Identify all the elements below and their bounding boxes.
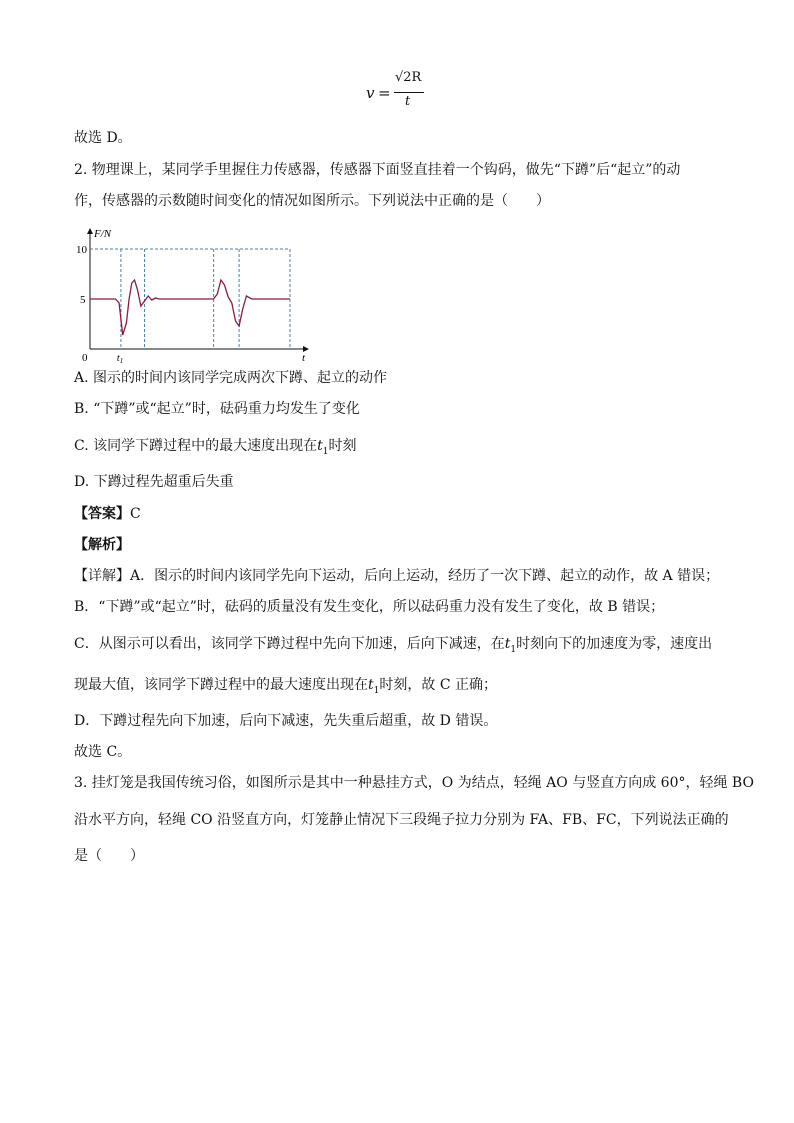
q3-line2: 沿水平方向，轻绳 CO 沿竖直方向，灯笼静止情况下三段绳子拉力分别为 FA、FB、FC，下列说法正确的 [74,812,729,828]
y-tick-label-5: 5 [80,294,86,306]
q2-detail-c1 [74,634,712,660]
answer-value: C [130,506,141,522]
detail-c2-prefix: 现最大值，该同学下蹲过程中的最大速度出现在 [74,677,368,693]
formula-lhs: v [366,84,375,102]
q2-analysis-label [74,535,130,555]
q3-line3: 是（ ） [74,848,144,864]
q2-option-d: D. 下蹲过程先超重后失重 [74,474,234,490]
q2-option-c-prefix: C. 该同学下蹲过程中的最大速度出现在 [74,438,318,454]
formula-equals: = [378,84,391,102]
t1-tick-label: $t_1$ [116,353,124,365]
q2-detail-c2 [74,675,497,701]
q2-stem-line2: 作，传感器的示数随时间变化的情况如图所示。下列说法中正确的是（ ） [74,193,550,209]
origin-label: 0 [82,352,88,364]
detail-c1-prefix: C．从图示可以看出，该同学下蹲过程中先向下加速，后向下减速，在 [74,636,505,652]
q3-line1: 3. 挂灯笼是我国传统习俗，如图所示是其中一种悬挂方式，O 为结点，轻绳 AO 与竖直方向成 60°，轻绳 BO [74,775,754,791]
q2-final-answer: 故选 C。 [74,744,132,760]
detail-c2-var: t [368,677,374,693]
answer-label: 【答案】 [74,506,130,522]
force-curve [90,280,290,335]
q2-answer [74,504,141,524]
fraction-bar [394,92,424,93]
q2-stem-line1: 2. 物理课上，某同学手里握住力传感器，传感器下面竖直挂着一个钩码，做先“下蹲”后“起立”的动 [74,162,681,178]
q2-option-b: B. “下蹲”或“起立”时，砝码重力均发生了变化 [74,401,360,417]
x-axis-label: t [302,352,306,364]
q2-option-c-suffix: 时刻 [328,438,357,454]
analysis-label: 【解析】 [74,537,130,553]
formula-denominator: t [405,94,411,109]
formula-numerator: √2R [395,70,422,85]
y-axis-label: F/N [94,228,112,240]
q2-option-c-sub: 1 [322,446,329,457]
y-tick-label-10: 10 [76,244,87,256]
detail-c1-sub: 1 [510,644,517,655]
q2-detail-a: 【详解】A．图示的时间内该同学先向下运动，后向上运动，经历了一次下蹲、起立的动作，故 A 错误； [74,568,720,584]
q2-option-c [74,436,357,462]
q2-detail-d: D．下蹲过程先向下加速，后向下减速，先失重后超重，故 D 错误。 [74,713,498,729]
detail-c2-sub: 1 [373,685,380,696]
q2-detail-b: B．“下蹲”或“起立”时，砝码的质量没有发生变化，所以砝码重力没有发生了变化，故 B 错误； [74,599,665,615]
detail-c1-suffix: 时刻向下的加速度为零，速度出 [516,636,713,652]
detail-c1-var: t [504,636,511,652]
detail-c2-suffix: 时刻，故 C 正确； [379,677,497,693]
velocity-formula [366,70,436,116]
q2-option-c-var: t [317,438,323,454]
prev-answer-line: 故选 D。 [74,130,132,146]
force-time-graph [70,225,310,365]
q2-option-a: A. 图示的时间内该同学完成两次下蹲、起立的动作 [74,370,388,386]
